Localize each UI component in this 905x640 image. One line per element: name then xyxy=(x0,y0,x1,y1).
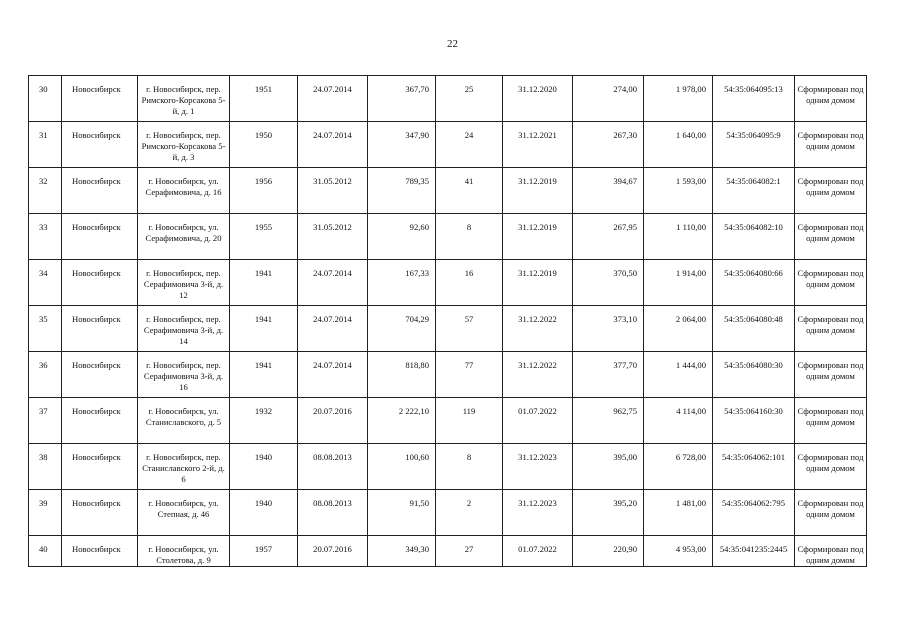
year-cell: 1957 xyxy=(230,536,298,567)
deadline-cell: 01.07.2022 xyxy=(503,536,573,567)
residents-cell: 24 xyxy=(436,122,503,168)
deadline-cell: 31.12.2020 xyxy=(503,76,573,122)
status-cell: Сформирован под одним домом xyxy=(795,122,867,168)
value-cell: 962,75 xyxy=(573,398,644,444)
address-cell: г. Новосибирск, пер. Римского-Корсакова 5-й, д. 1 xyxy=(138,76,230,122)
city-cell: Новосибирск xyxy=(62,214,138,260)
address-cell: г. Новосибирск, пер. Станиславского 2-й, д. 6 xyxy=(138,444,230,490)
deadline-cell: 31.12.2023 xyxy=(503,444,573,490)
area-cell: 789,35 xyxy=(368,168,436,214)
value-cell: 267,30 xyxy=(573,122,644,168)
table-row xyxy=(29,536,867,567)
row-number-cell: 33 xyxy=(29,214,62,260)
page-number: 22 xyxy=(447,38,458,50)
amount-cell: 1 444,00 xyxy=(644,352,713,398)
date-cell: 08.08.2013 xyxy=(298,444,368,490)
residents-cell: 41 xyxy=(436,168,503,214)
row-number-cell: 35 xyxy=(29,306,62,352)
year-cell: 1956 xyxy=(230,168,298,214)
cadastral-number-cell: 54:35:064062:795 xyxy=(713,490,795,536)
amount-cell: 6 728,00 xyxy=(644,444,713,490)
value-cell: 395,20 xyxy=(573,490,644,536)
address-cell: г. Новосибирск, пер. Римского-Корсакова 5-й, д. 3 xyxy=(138,122,230,168)
year-cell: 1940 xyxy=(230,490,298,536)
value-cell: 267,95 xyxy=(573,214,644,260)
cadastral-number-cell: 54:35:064082:1 xyxy=(713,168,795,214)
residents-cell: 2 xyxy=(436,490,503,536)
row-number-cell: 39 xyxy=(29,490,62,536)
city-cell: Новосибирск xyxy=(62,122,138,168)
residents-cell: 119 xyxy=(436,398,503,444)
area-cell: 704,29 xyxy=(368,306,436,352)
area-cell: 347,90 xyxy=(368,122,436,168)
status-cell: Сформирован под одним домом xyxy=(795,76,867,122)
residents-cell: 27 xyxy=(436,536,503,567)
address-cell: г. Новосибирск, пер. Серафимовича 3-й, д. 12 xyxy=(138,260,230,306)
amount-cell: 1 481,00 xyxy=(644,490,713,536)
city-cell: Новосибирск xyxy=(62,398,138,444)
deadline-cell: 31.12.2019 xyxy=(503,260,573,306)
row-number-cell: 40 xyxy=(29,536,62,567)
cadastral-number-cell: 54:35:064062:101 xyxy=(713,444,795,490)
deadline-cell: 31.12.2019 xyxy=(503,168,573,214)
table-row xyxy=(29,122,867,168)
area-cell: 349,30 xyxy=(368,536,436,567)
table-row xyxy=(29,490,867,536)
amount-cell: 1 110,00 xyxy=(644,214,713,260)
address-cell: г. Новосибирск, пер. Серафимовича 3-й, д. 16 xyxy=(138,352,230,398)
area-cell: 367,70 xyxy=(368,76,436,122)
date-cell: 24.07.2014 xyxy=(298,122,368,168)
status-cell: Сформирован под одним домом xyxy=(795,444,867,490)
year-cell: 1955 xyxy=(230,214,298,260)
residents-cell: 77 xyxy=(436,352,503,398)
table-row xyxy=(29,444,867,490)
year-cell: 1941 xyxy=(230,352,298,398)
city-cell: Новосибирск xyxy=(62,260,138,306)
amount-cell: 4 953,00 xyxy=(644,536,713,567)
deadline-cell: 31.12.2019 xyxy=(503,214,573,260)
year-cell: 1951 xyxy=(230,76,298,122)
status-cell: Сформирован под одним домом xyxy=(795,490,867,536)
table-row xyxy=(29,214,867,260)
deadline-cell: 31.12.2021 xyxy=(503,122,573,168)
address-cell: г. Новосибирск, ул. Серафимовича, д. 16 xyxy=(138,168,230,214)
cadastral-number-cell: 54:35:041235:2445 xyxy=(713,536,795,567)
city-cell: Новосибирск xyxy=(62,536,138,567)
date-cell: 24.07.2014 xyxy=(298,352,368,398)
table-row xyxy=(29,76,867,122)
area-cell: 167,33 xyxy=(368,260,436,306)
table-row xyxy=(29,260,867,306)
city-cell: Новосибирск xyxy=(62,444,138,490)
date-cell: 08.08.2013 xyxy=(298,490,368,536)
cadastral-number-cell: 54:35:064095:9 xyxy=(713,122,795,168)
value-cell: 394,67 xyxy=(573,168,644,214)
table-row xyxy=(29,306,867,352)
deadline-cell: 31.12.2023 xyxy=(503,490,573,536)
address-cell: г. Новосибирск, ул. Станиславского, д. 5 xyxy=(138,398,230,444)
amount-cell: 1 914,00 xyxy=(644,260,713,306)
status-cell: Сформирован под одним домом xyxy=(795,536,867,567)
status-cell: Сформирован под одним домом xyxy=(795,352,867,398)
year-cell: 1941 xyxy=(230,306,298,352)
status-cell: Сформирован под одним домом xyxy=(795,168,867,214)
amount-cell: 1 640,00 xyxy=(644,122,713,168)
deadline-cell: 31.12.2022 xyxy=(503,352,573,398)
date-cell: 31.05.2012 xyxy=(298,214,368,260)
cadastral-number-cell: 54:35:064095:13 xyxy=(713,76,795,122)
residents-cell: 8 xyxy=(436,214,503,260)
deadline-cell: 01.07.2022 xyxy=(503,398,573,444)
residents-cell: 8 xyxy=(436,444,503,490)
city-cell: Новосибирск xyxy=(62,306,138,352)
area-cell: 818,80 xyxy=(368,352,436,398)
table-body xyxy=(29,76,867,567)
value-cell: 370,50 xyxy=(573,260,644,306)
area-cell: 91,50 xyxy=(368,490,436,536)
amount-cell: 1 978,00 xyxy=(644,76,713,122)
value-cell: 220,90 xyxy=(573,536,644,567)
value-cell: 373,10 xyxy=(573,306,644,352)
value-cell: 274,00 xyxy=(573,76,644,122)
cadastral-number-cell: 54:35:064082:10 xyxy=(713,214,795,260)
year-cell: 1932 xyxy=(230,398,298,444)
year-cell: 1950 xyxy=(230,122,298,168)
value-cell: 377,70 xyxy=(573,352,644,398)
status-cell: Сформирован под одним домом xyxy=(795,260,867,306)
year-cell: 1941 xyxy=(230,260,298,306)
cadastral-number-cell: 54:35:064080:66 xyxy=(713,260,795,306)
city-cell: Новосибирск xyxy=(62,168,138,214)
deadline-cell: 31.12.2022 xyxy=(503,306,573,352)
date-cell: 20.07.2016 xyxy=(298,536,368,567)
area-cell: 2 222,10 xyxy=(368,398,436,444)
date-cell: 20.07.2016 xyxy=(298,398,368,444)
amount-cell: 1 593,00 xyxy=(644,168,713,214)
cadastral-number-cell: 54:35:064080:48 xyxy=(713,306,795,352)
table-row xyxy=(29,168,867,214)
row-number-cell: 30 xyxy=(29,76,62,122)
status-cell: Сформирован под одним домом xyxy=(795,214,867,260)
table-row xyxy=(29,352,867,398)
value-cell: 395,00 xyxy=(573,444,644,490)
date-cell: 31.05.2012 xyxy=(298,168,368,214)
date-cell: 24.07.2014 xyxy=(298,260,368,306)
row-number-cell: 34 xyxy=(29,260,62,306)
amount-cell: 2 064,00 xyxy=(644,306,713,352)
year-cell: 1940 xyxy=(230,444,298,490)
city-cell: Новосибирск xyxy=(62,352,138,398)
address-cell: г. Новосибирск, ул. Серафимовича, д. 20 xyxy=(138,214,230,260)
cadastral-number-cell: 54:35:064160:30 xyxy=(713,398,795,444)
row-number-cell: 36 xyxy=(29,352,62,398)
row-number-cell: 31 xyxy=(29,122,62,168)
row-number-cell: 32 xyxy=(29,168,62,214)
area-cell: 100,60 xyxy=(368,444,436,490)
address-cell: г. Новосибирск, ул. Столетова, д. 9 xyxy=(138,536,230,567)
status-cell: Сформирован под одним домом xyxy=(795,398,867,444)
residents-cell: 16 xyxy=(436,260,503,306)
row-number-cell: 38 xyxy=(29,444,62,490)
date-cell: 24.07.2014 xyxy=(298,306,368,352)
city-cell: Новосибирск xyxy=(62,490,138,536)
area-cell: 92,60 xyxy=(368,214,436,260)
table-row xyxy=(29,398,867,444)
status-cell: Сформирован под одним домом xyxy=(795,306,867,352)
cadastral-number-cell: 54:35:064080:30 xyxy=(713,352,795,398)
amount-cell: 4 114,00 xyxy=(644,398,713,444)
address-cell: г. Новосибирск, ул. Степная, д. 46 xyxy=(138,490,230,536)
housing-table xyxy=(28,75,867,567)
city-cell: Новосибирск xyxy=(62,76,138,122)
row-number-cell: 37 xyxy=(29,398,62,444)
residents-cell: 57 xyxy=(436,306,503,352)
date-cell: 24.07.2014 xyxy=(298,76,368,122)
address-cell: г. Новосибирск, пер. Серафимовича 3-й, д. 14 xyxy=(138,306,230,352)
residents-cell: 25 xyxy=(436,76,503,122)
